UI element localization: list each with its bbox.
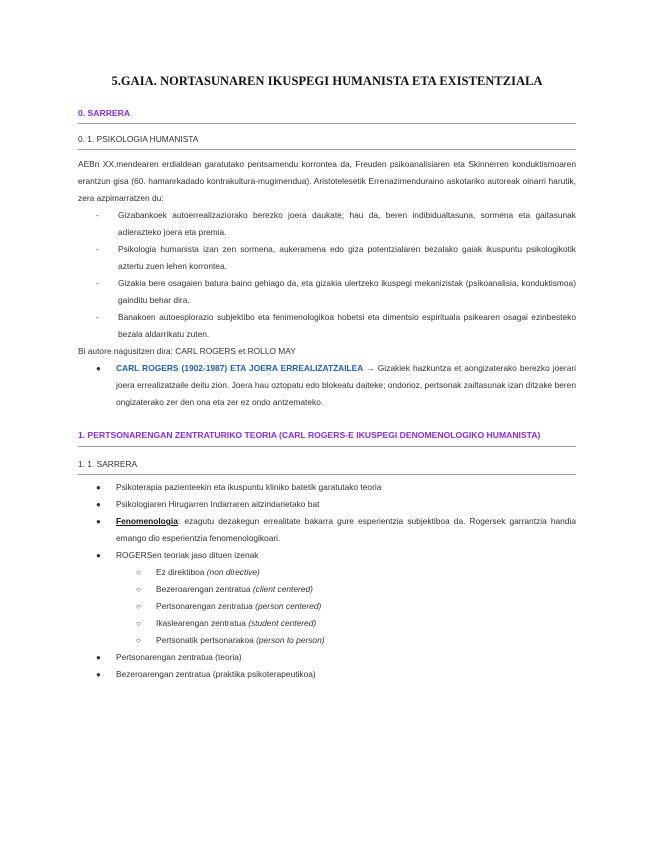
intro-paragraph: AEBn XX.mendearen erdialdean garatutako pentsamendu korrontea da, Freuden psikoanalisiaren eta Skinnerren konduktismoaren erantzun gisa (60. hamanrkadado kontrakultura-mugimendua). Aristotelesetik Errenazimenduraino askotariko autoreak oinarri harutik, zera azpimarratzen du:	[78, 159, 576, 203]
page-title: 5.GAIA. NORTASUNAREN IKUSPEGI HUMANISTA ETA EXISTENTZIALA	[111, 74, 543, 88]
list-item: ○ Pertsonatik pertsonarakoa (person to person)	[136, 635, 325, 645]
highlight-text: CARL ROGERS (1902-1987) ETA JOERA ERREALIZATZAILEA	[116, 363, 364, 373]
bullet-marker: ●	[96, 364, 101, 373]
sub-list	[78, 564, 576, 649]
list-item: ○ Pertsonarengan zentratua (person centered)	[136, 601, 322, 611]
bullet-list	[78, 479, 576, 683]
list-item: - Psikologia humanista izan zen sormena, aukeramena edo giza potentzialaren bezalako gaiak ikuspuntu psikologikotik aztertu zuen lehen korrontea.	[96, 244, 576, 271]
list-item: - Banakoen autoesplorazio subjektibo eta fenimenologikoa hobetsi eta dimentsio espirituala psikearen osagai ezinbesteko bezala aldarrikatu zuten.	[96, 312, 576, 339]
list-item: - Gizabankoek autoerrealizaziorako berezko joera daukate; hau da, beren indibidualtasuna, sormena eta gaitasunak adierazteko joera eta premia.	[96, 210, 576, 237]
list-item: ○ Ez direktiboa (non directive)	[136, 567, 260, 577]
divider	[78, 474, 576, 475]
list-item: ● Psikologiaren Hirugarren Indarraren aitzindarietako bat	[96, 499, 320, 509]
divider	[78, 446, 576, 447]
list-item: ● Pertsonarengan zentratua (teoria)	[96, 652, 242, 662]
list-item: ● Bezeroarengan zentratua (praktika psikoterapeutikoa)	[96, 669, 316, 679]
section-heading-sarrera: 0. SARRERA	[78, 108, 131, 118]
subsection-heading-sarrera: 1. 1. SARRERA	[78, 459, 138, 469]
dash-list	[78, 207, 576, 343]
subsection-heading-psikologia-humanista: 0. 1. PSIKOLOGIA HUMANISTA	[78, 134, 199, 144]
divider	[78, 123, 576, 124]
authors-line: Bi autore nagusitzen dira: CARL ROGERS et ROLLO MAY	[78, 346, 296, 356]
underlined-term: Fenomenologia	[116, 516, 178, 526]
list-item: ● Fenomenologia: ezagutu dezakegun errealitate bakarra gure esperientzia subjektiboa da. Rogersek garrantzia handia emango dio esperientzia fenomenologikoari.	[96, 516, 576, 543]
list-item: ● ROGERSen teoriak jaso dituen izenak ○ Ez direktiboa (non directive) ○ Bezeroarengan zentratua (client centered) ○ Pertsonarengan zentratua (person centered) ○ Ikaslearengan zentratua (student centered) ○ Pertsonatik pertsonarakoa (person to person)	[78, 547, 576, 649]
section-heading-pertsonarengan: 1. PERTSONARENGAN ZENTRATURIKO TEORIA (CARL ROGERS-E IKUSPEGI DENOMENOLOGIKO HUMANISTA)	[78, 430, 541, 440]
list-item: ● CARL ROGERS (1902-1987) ETA JOERA ERREALIZATZAILEA → Gizakiek hazkuntza et aongizaterako berezko joerari joera errealizatzaile deitu zion. Joera hau oztopatu edo blokeatu daiteke; ondorioz, pertsonak zailtasunak izan ditzake beren ongizaterako zer den ona eta zer ez ondo antzemateko.	[78, 360, 576, 411]
list-item: - Gizakia bere osagaien batura baino gehiago da, eta gizakia ulertzeko ikuspegi mekanizistak (psikoanalisia, konduktismoa) gainditu behar dira.	[96, 278, 576, 305]
bullet-list	[78, 360, 576, 411]
list-item: ○ Ikaslearengan zentratua (student centered)	[136, 618, 317, 628]
document-page	[78, 74, 576, 683]
list-item: ○ Bezeroarengan zentratua (client centered)	[136, 584, 313, 594]
list-item: ● Psikoterapia pazienteekin eta ikuspuntu kliniko batetik garatutako teoria	[96, 482, 382, 492]
divider	[78, 149, 576, 150]
